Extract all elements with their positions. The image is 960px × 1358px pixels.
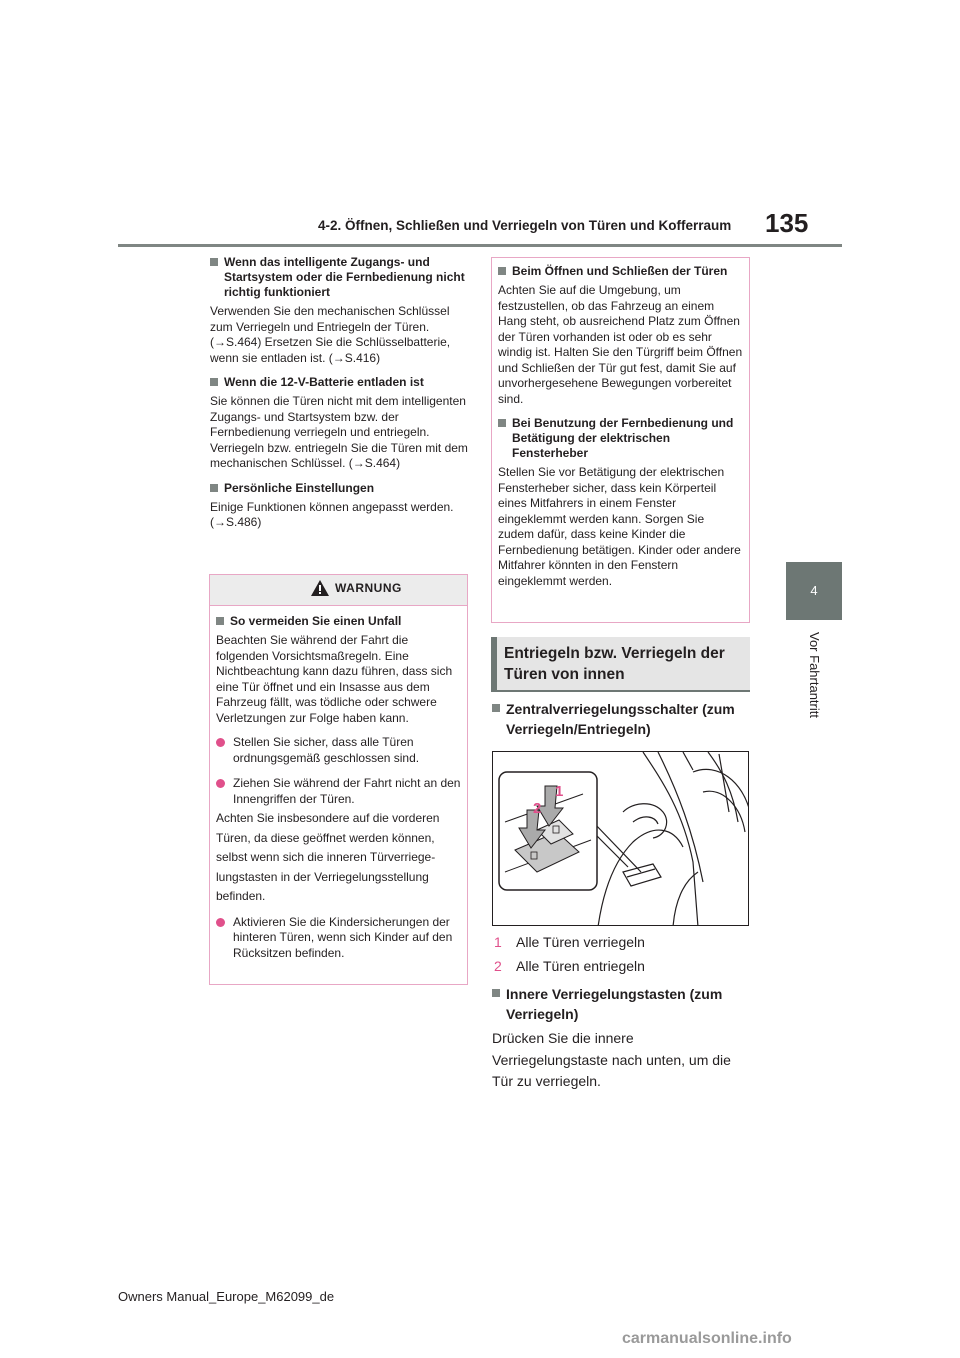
watermark: carmanualsonline.info <box>622 1330 792 1347</box>
block-heading: Wenn die 12-V-Batterie entladen ist <box>224 375 424 389</box>
square-bullet-icon <box>210 484 218 492</box>
square-bullet-icon <box>498 419 506 427</box>
notice-box <box>491 257 750 623</box>
square-bullet-icon <box>210 258 218 266</box>
subsection-2 <box>492 984 750 1093</box>
square-bullet-icon <box>210 378 218 386</box>
door-lock-switch-illustration <box>492 751 749 926</box>
warning-triangle-icon <box>311 580 329 596</box>
warning-heading: So vermeiden Sie einen Unfall <box>230 614 402 628</box>
warning-box <box>209 574 468 985</box>
notice-heading: Bei Benutzung der Fernbedienung und Betätigung der elektrischen Fensterheber <box>512 416 734 460</box>
warning-line: selbst wenn sich die inneren Türverriege- <box>216 850 436 864</box>
warning-bullet: Ziehen Sie während der Fahrt nicht an den Innengriffen der Türen. <box>216 776 461 807</box>
section-title: Entriegeln bzw. Verriegeln der Türen von innen <box>504 645 725 683</box>
callout-1: 1 <box>555 783 564 800</box>
block-text: Einige Funktionen können angepasst werden. (→S.486) <box>210 499 454 529</box>
block-heading: Wenn das intelligente Zugangs- und Startsystem oder die Fernbedienung nicht richtig funktioniert <box>224 255 465 299</box>
subsection-heading: Innere Verriegelungstasten (zum Verriegeln) <box>506 986 723 1022</box>
warning-line: Türen, da diese geöffnet werden können, <box>216 830 435 845</box>
square-bullet-icon <box>492 704 500 712</box>
page-number: 135 <box>765 208 809 238</box>
notice-text: Stellen Sie vor Betätigung der elektrischen Fensterheber sicher, dass kein Körperteil eines Mitfahrers in einem Fenster eingeklemmt werden kann. Sorgen Sie zudem dafür, dass keine Kinder die Fernbedienung betätigen. Kinder oder andere Mitfahrer könnten in den Fenstern eingeklemmt werden. <box>498 465 741 588</box>
warning-bullet: Aktivieren Sie die Kindersicherungen der hinteren Türen, wenn sich Kinder auf den Rücksitzen befinden. <box>216 915 461 962</box>
info-block <box>210 481 468 531</box>
dot-bullet-icon <box>216 918 225 927</box>
section-header-title: 4-2. Öffnen, Schließen und Verriegeln von Türen und Kofferraum <box>318 218 732 233</box>
figure-legend <box>492 930 750 978</box>
block-heading: Persönliche Einstellungen <box>224 480 375 495</box>
square-bullet-icon <box>216 617 224 625</box>
block-text: Verwenden Sie den mechanischen Schlüssel zum Verriegeln und Entriegeln der Türen. (→S.464) Ersetzen Sie die Schlüsselbatterie, wenn sie entladen ist. (→S.416) <box>210 304 451 365</box>
info-block <box>210 375 468 472</box>
chapter-tab: 4 <box>786 562 842 620</box>
dot-bullet-icon <box>216 779 225 788</box>
subsection-heading-1: Zentralverriegelungsschalter (zum Verriegeln/Entriegeln) <box>492 699 750 739</box>
notice-heading: Beim Öffnen und Schließen der Türen <box>512 264 728 278</box>
header-divider <box>118 244 842 247</box>
notice-text: Achten Sie auf die Umgebung, um festzustellen, ob das Fahrzeug an einem Hang steht, ob ausreichend Platz zum Öffnen der Türen vorhanden ist oder ob es sehr windig ist. Halten Sie den Türgriff beim Öffnen und Schließen der Tür gut fest, damit Sie auf unvorhergesehene Bewegungen vorbereitet sind. <box>498 283 743 406</box>
square-bullet-icon <box>492 989 500 997</box>
warning-title: WARNUNG <box>335 581 402 595</box>
square-bullet-icon <box>498 267 506 275</box>
legend-item: 1 Alle Türen verriegeln <box>494 934 645 950</box>
warning-line: lungstasten in der Verriegelungsstellung <box>216 869 429 884</box>
warning-header <box>210 575 467 606</box>
section-title-box <box>491 637 750 692</box>
warning-line: Achten Sie insbesondere auf die vorderen <box>216 811 440 825</box>
left-column <box>210 255 468 540</box>
block-text: Sie können die Türen nicht mit dem intelligenten Zugangs- und Startsystem bzw. der Fernbedienung verriegeln und entriegeln. Verriegeln bzw. entriegeln Sie die Türen mit dem mechanischen Schlüssel. (→S.464) <box>210 394 468 470</box>
callout-2: 2 <box>533 800 542 817</box>
legend-item: 2 Alle Türen entriegeln <box>494 958 645 974</box>
dot-bullet-icon <box>216 738 225 747</box>
warning-line: befinden. <box>216 889 266 903</box>
warning-bullet: Stellen Sie sicher, dass alle Türen ordnungsgemäß geschlossen sind. <box>216 735 461 766</box>
subsection-text: Drücken Sie die innere Verriegelungstaste nach unten, um die Tür zu verriegeln. <box>492 1030 731 1089</box>
door-panel-drawing <box>493 752 749 926</box>
info-block <box>210 255 468 366</box>
warning-intro: Beachten Sie während der Fahrt die folgenden Vorsichtsmaßregeln. Eine Nichtbeachtung kann dazu führen, dass sich eine Tür öffnet und ein Insasse aus dem Fahrzeug fällt, was tödliche oder schwere Verletzungen zur Folge haben kann. <box>216 633 453 725</box>
document-name: Owners Manual_Europe_M62099_de <box>118 1289 335 1304</box>
chapter-label: Vor Fahrtantritt <box>807 632 822 718</box>
